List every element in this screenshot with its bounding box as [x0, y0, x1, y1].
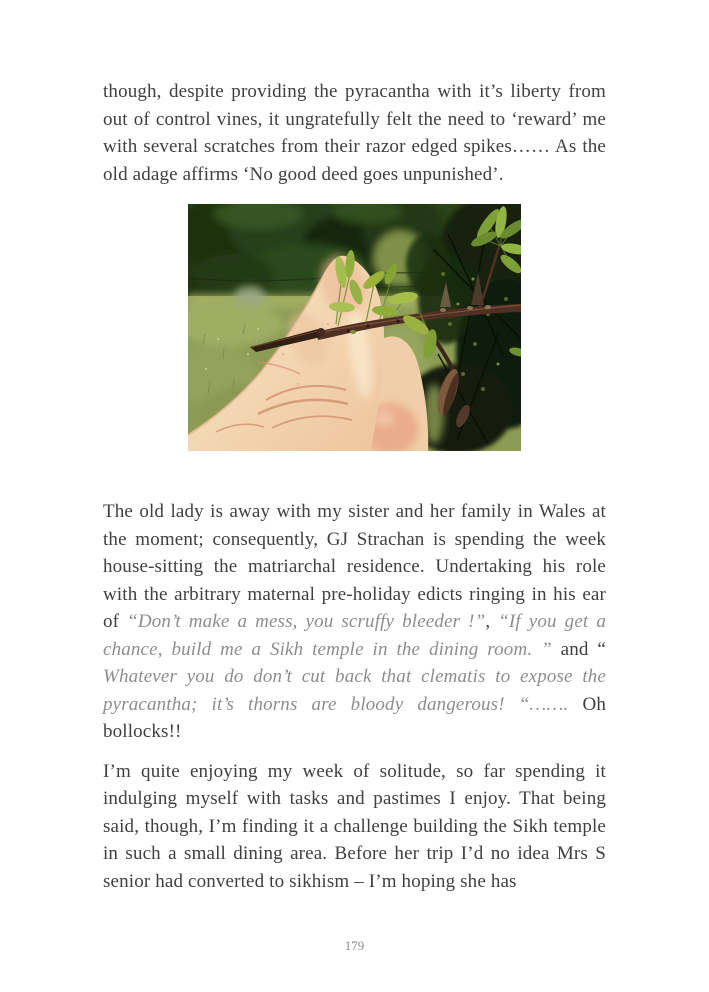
body-text: I’m quite enjoying my week of solitude, so far spending it indulging myself with tasks and pastimes I enjoy. That being said, though, I’m finding it a challenge building the Sikh temple in such a small dining area. Before her trip I’d no idea Mrs S senior had converted to sikhism – I’m hoping she has — [103, 760, 606, 892]
body-text: and “ — [551, 638, 606, 660]
paragraph-solitude — [103, 758, 606, 896]
body-text: The old lady is away with my sister and her family in Wales at the moment; consequently, GJ Strachan is spending the week house-sitting the matriarchal residence. Undertaking his role with the arbitrary maternal pre-holiday edicts ringing in his ear of — [103, 501, 606, 632]
page-number: 179 — [344, 938, 365, 953]
body-text: though, despite providing the pyracantha with it’s liberty from out of control vines, it ungratefully felt the need to ‘reward’ me with several scratches from their razor edged spikes…… As the old adage affirms ‘No good deed goes unpunished’. — [103, 81, 606, 185]
pyracantha-photo-art — [188, 204, 521, 451]
body-text: Oh bollocks!! — [103, 693, 607, 742]
quoted-edict-text: “Don’t make a mess, you scruffy bleeder !” — [127, 611, 486, 632]
quoted-edict-text: “If you get a chance, build me a Sikh temple in the dining room. ” — [103, 611, 606, 660]
quoted-edict-text: Whatever you do don’t cut back that clematis to expose the pyracantha; it’s thorns are bloody dangerous! — [103, 666, 606, 715]
paragraph-house-sitting — [103, 498, 606, 746]
paragraph-intro — [103, 78, 606, 188]
pyracantha-photo — [188, 204, 521, 451]
quoted-edict-text: “……. — [518, 693, 583, 715]
text-block — [103, 78, 606, 895]
body-text: , — [485, 611, 499, 632]
